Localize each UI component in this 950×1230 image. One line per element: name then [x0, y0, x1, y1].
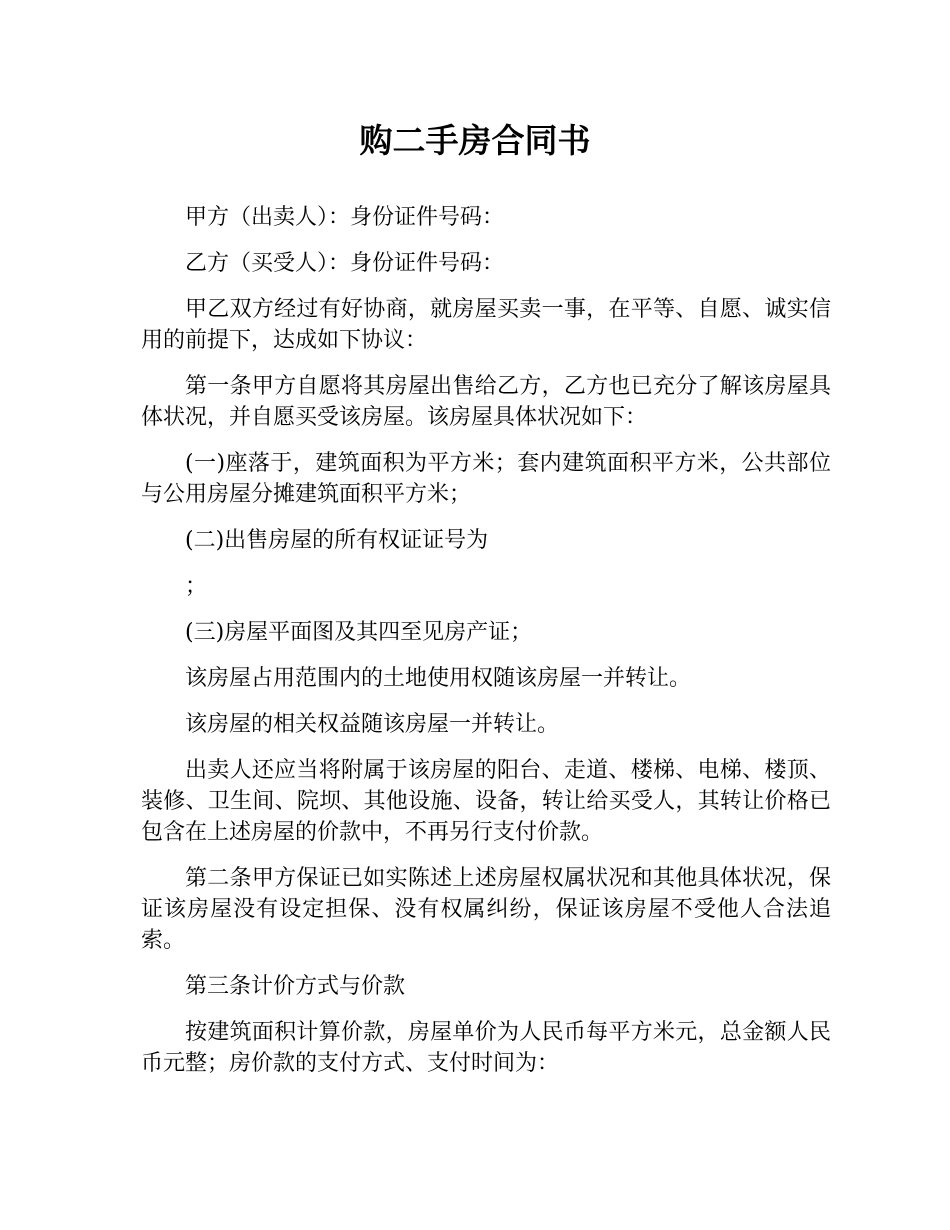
- paragraph-rights: 该房屋的相关权益随该房屋一并转让。: [185, 712, 560, 737]
- paragraph-article-1: 第一条甲方自愿将其房屋出售给乙方，乙方也已充分了解该房屋具体状况，并自愿买受该房屋。该房屋具体状况如下：: [141, 374, 831, 430]
- document-title: 购二手房合同书: [359, 121, 591, 160]
- paragraph-item-2: (二)出售房屋的所有权证证号为: [185, 528, 489, 553]
- paragraph-preamble: 甲乙双方经过有好协商，就房屋买卖一事，在平等、自愿、诚实信用的前提下，达成如下协议：: [141, 297, 831, 353]
- paragraph-land-use: 该房屋占用范围内的土地使用权随该房屋一并转让。: [185, 666, 692, 691]
- document-body: [141, 202, 831, 1094]
- paragraph-attachments: 出卖人还应当将附属于该房屋的阳台、走道、楼梯、电梯、楼顶、装修、卫生间、院坝、其他设施、设备，转让给买受人，其转让价格已包含在上述房屋的价款中，不再另行支付价款。: [141, 758, 831, 845]
- paragraph-item-2-end: ；: [185, 574, 208, 599]
- paragraph-item-3: (三)房屋平面图及其四至见房产证；: [185, 620, 533, 645]
- paragraph-item-1: (一)座落于，建筑面积为平方米；套内建筑面积平方米，公共部位与公用房屋分摊建筑面积平方米；: [141, 451, 831, 507]
- paragraph-party-b: 乙方（买受人）：身份证件号码：: [185, 251, 505, 276]
- paragraph-article-3-price: 按建筑面积计算价款，房屋单价为人民币每平方米元，总金额人民币元整；房价款的支付方式、支付时间为：: [141, 1020, 831, 1076]
- paragraph-article-2: 第二条甲方保证已如实陈述上述房屋权属状况和其他具体状况，保证该房屋没有设定担保、没有权属纠纷，保证该房屋不受他人合法追索。: [141, 866, 831, 953]
- paragraph-article-3-heading: 第三条计价方式与价款: [185, 974, 406, 999]
- paragraph-party-a: 甲方（出卖人）：身份证件号码：: [185, 205, 505, 230]
